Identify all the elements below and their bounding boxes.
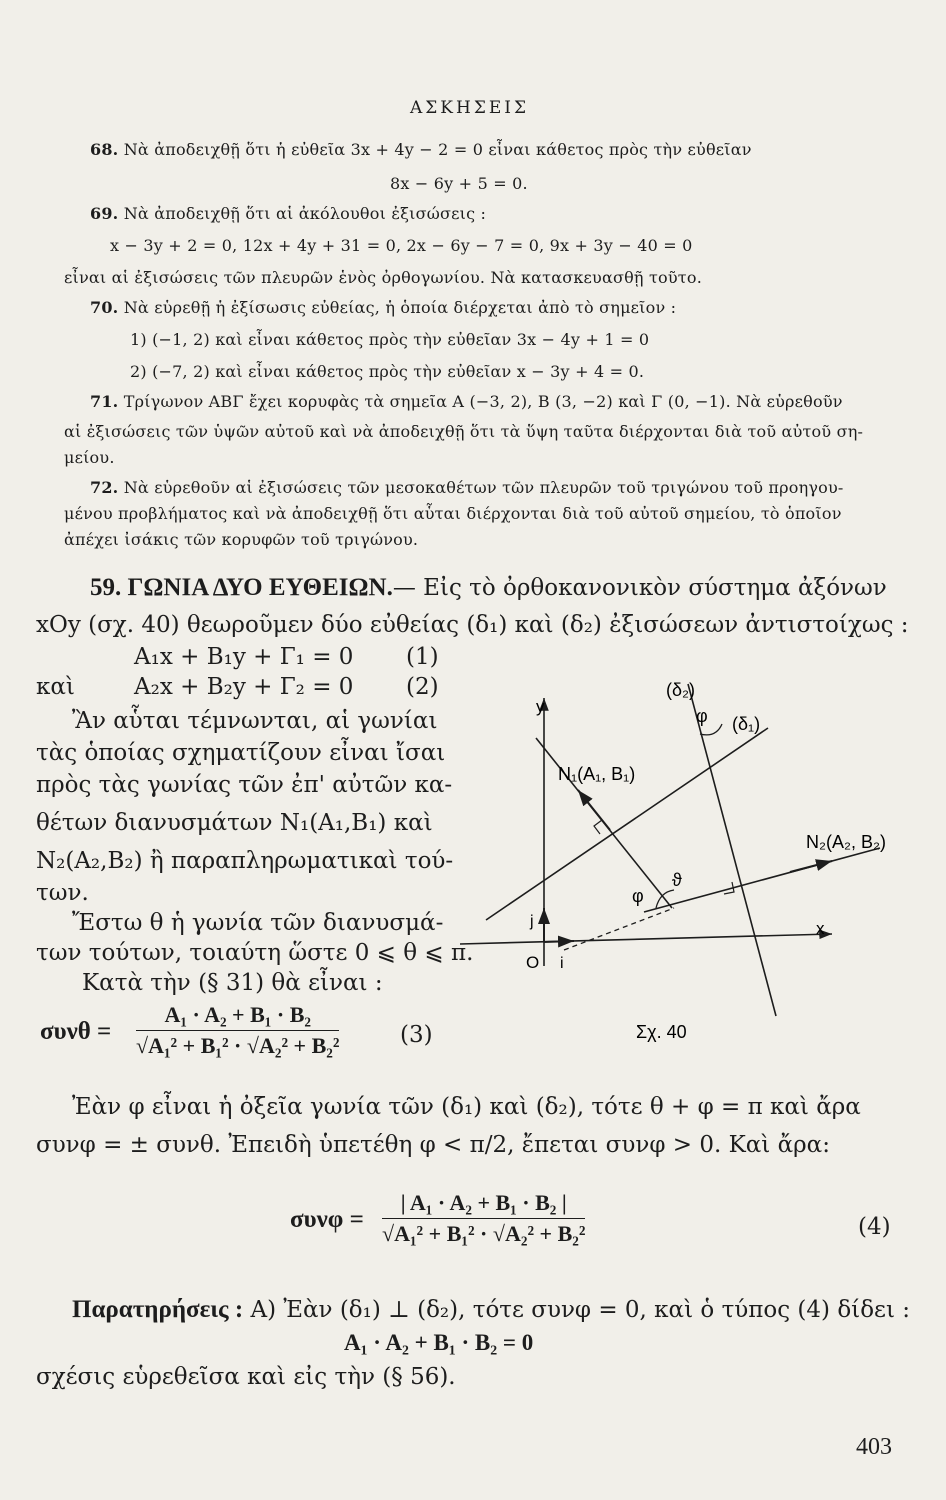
section-title: 59. ΓΩΝΙΑ ΔΥΟ ΕΥΘΕΙΩΝ. xyxy=(90,574,393,601)
para-line: Ἔστω θ ἡ γωνία τῶν διανυσμά- xyxy=(72,910,444,936)
x-label: x xyxy=(816,919,825,938)
formula-4-lhs: συνφ = xyxy=(290,1206,364,1233)
equation-1: A₁x + B₁y + Γ₁ = 0 xyxy=(134,644,354,670)
formula-3-fraction xyxy=(136,1002,339,1059)
section-intro-line2: xOy (σχ. 40) θεωροῦμεν δύο εὐθείας (δ₁) καὶ (δ₂) ἐξισώσεων ἀντιστοίχως : xyxy=(36,612,909,638)
formula-4-denominator: √A₁² + B₁² · √A₂² + B₂² xyxy=(382,1221,586,1246)
formula-3-lhs: συνθ = xyxy=(40,1018,112,1045)
j-label: j xyxy=(530,913,534,930)
n2-arrow xyxy=(790,861,832,872)
formula-3-denominator: √A₁² + B₁² · √A₂² + B₂² xyxy=(136,1033,340,1058)
exercise-text: Νὰ εὑρεθοῦν αἱ ἐξισώσεις τῶν μεσοκαθέτων τῶν πλευρῶν τοῦ τριγώνου τοῦ προηγου- xyxy=(123,478,844,497)
exercise-text: Νὰ ἀποδειχθῇ ὅτι ἡ εὐθεῖα 3x + 4y − 2 = 0 εἶναι κάθετος πρὸς τὴν εὐθεῖαν xyxy=(123,140,752,159)
exercise-72 xyxy=(90,478,844,497)
remarks-line xyxy=(72,1296,910,1324)
phi-top-label: φ xyxy=(696,706,708,726)
para-line: θέτων διανυσμάτων N₁(A₁,B₁) καὶ xyxy=(36,810,433,836)
exercise-number: 71. xyxy=(90,392,119,411)
d1-label: (δ₁) xyxy=(732,714,761,734)
o-label: O xyxy=(526,953,540,972)
remarks-formula: A₁ · A₂ + B₁ · B₂ = 0 xyxy=(344,1330,534,1355)
phi-label: φ xyxy=(632,886,644,906)
exercise-71-line3: μείου. xyxy=(64,448,115,467)
exercise-text: Νὰ ἀποδειχθῇ ὅτι αἱ ἀκόλουθοι ἐξισώσεις : xyxy=(123,204,487,223)
exercise-69-line2: x − 3y + 2 = 0, 12x + 4y + 31 = 0, 2x − 6y − 7 = 0, 9x + 3y − 40 = 0 xyxy=(110,236,693,255)
para-line: Ἂν αὗται τέμνωνται, αἱ γωνίαι xyxy=(72,708,438,734)
exercise-69-line3: εἶναι αἱ ἐξισώσεις τῶν πλευρῶν ἑνὸς ὀρθογωνίου. Νὰ κατασκευασθῇ τοῦτο. xyxy=(64,268,702,287)
exercise-71-line2: αἱ ἐξισώσεις τῶν ὑψῶν αὐτοῦ καὶ νὰ ἀποδειχθῇ ὅτι τὰ ὕψη ταῦτα διέρχονται διὰ τοῦ αὐτοῦ ση- xyxy=(64,422,864,441)
exercise-text: Νὰ εὑρεθῇ ἡ ἐξίσωσις εὐθείας, ἡ ὁποία διέρχεται ἀπὸ τὸ σημεῖον : xyxy=(123,298,677,317)
exercise-text: Τρίγωνον ΑΒΓ ἔχει κορυφὰς τὰ σημεῖα Α (−3, 2), Β (3, −2) καὶ Γ (0, −1). Νὰ εὑρεθοῦν xyxy=(123,392,843,411)
section-intro-tail: — Εἰς τὸ ὀρθοκανονικὸν σύστημα ἀξόνων xyxy=(392,575,887,601)
exercise-68 xyxy=(90,140,752,159)
page-number: 403 xyxy=(856,1434,892,1460)
d2-label: (δ₂) xyxy=(666,680,695,700)
exercise-68-line2: 8x − 6y + 5 = 0. xyxy=(390,174,528,193)
remarks-text: Α) Ἐὰν (δ₁) ⊥ (δ₂), τότε συνφ = 0, καὶ ὁ τύπος (4) δίδει : xyxy=(243,1297,911,1323)
remarks-end: σχέσις εὑρεθεῖσα καὶ εἰς τὴν (§ 56). xyxy=(36,1364,456,1390)
equation-2-number: (2) xyxy=(406,674,439,700)
n2-label: N₂(A₂, B₂) xyxy=(806,832,886,852)
dashed-line xyxy=(564,908,674,950)
formula-4-numerator: | A₁ · A₂ + B₁ · B₂ | xyxy=(382,1190,585,1219)
equation-2: A₂x + B₂y + Γ₂ = 0 xyxy=(134,674,354,700)
exercise-72-line2: μένου προβλήματος καὶ νὰ ἀποδειχθῇ ὅτι αὗται διέρχονται διὰ τοῦ αὐτοῦ σημείου, τὸ ὁποῖον xyxy=(64,504,842,523)
exercise-number: 72. xyxy=(90,478,119,497)
exercise-number: 69. xyxy=(90,204,119,223)
exercises-heading: ΑΣΚΗΣΕΙΣ xyxy=(410,98,529,118)
para-line: N₂(A₂,B₂) ἢ παραπληρωματικαὶ τού- xyxy=(36,848,454,874)
i-vector xyxy=(544,941,574,942)
exercise-number: 70. xyxy=(90,298,119,317)
after-line-1: Ἐὰν φ εἶναι ἡ ὀξεῖα γωνία τῶν (δ₁) καὶ (δ₂), τότε θ + φ = π καὶ ἄρα xyxy=(72,1094,861,1120)
exercise-number: 68. xyxy=(90,140,119,159)
formula-3-tag: (3) xyxy=(400,1022,433,1048)
para-line: των. xyxy=(36,880,89,906)
equation-1-number: (1) xyxy=(406,644,439,670)
y-label: y xyxy=(536,697,545,716)
formula-4-fraction xyxy=(382,1190,585,1247)
figure-caption: Σχ. 40 xyxy=(636,1022,687,1042)
exercise-70 xyxy=(90,298,676,317)
formula-3-numerator: A₁ · A₂ + B₁ · B₂ xyxy=(136,1002,339,1031)
para-line: τὰς ὁποίας σχηματίζουν εἶναι ἴσαι xyxy=(36,740,446,766)
right-angle-mark xyxy=(594,820,602,834)
x-axis xyxy=(460,934,832,944)
exercise-72-line3: ἀπέχει ἰσάκις τῶν κορυφῶν τοῦ τριγώνου. xyxy=(64,530,419,549)
exercise-71 xyxy=(90,392,843,411)
n1-arrow xyxy=(578,790,610,830)
formula-4-tag: (4) xyxy=(858,1214,891,1240)
n1-label: N₁(A₁, B₁) xyxy=(558,764,636,784)
figure-40 xyxy=(460,676,930,1056)
para-line: πρὸς τὰς γωνίας τῶν ἐπ' αὐτῶν κα- xyxy=(36,772,453,798)
para-line: Κατὰ τὴν (§ 31) θὰ εἶναι : xyxy=(82,970,383,996)
exercise-70-line2: 1) (−1, 2) καὶ εἶναι κάθετος πρὸς τὴν εὐθεῖαν 3x − 4y + 1 = 0 xyxy=(130,330,650,349)
after-line-2: συνφ = ± συνθ. Ἐπειδὴ ὑπετέθη φ < π/2, ἔπεται συνφ > 0. Καὶ ἄρα: xyxy=(36,1132,830,1158)
section-intro xyxy=(90,574,887,602)
para-line: των τούτων, τοιαύτη ὥστε 0 ⩽ θ ⩽ π. xyxy=(36,940,474,966)
i-label: i xyxy=(560,955,564,972)
and-word: καὶ xyxy=(36,674,75,700)
remarks-label: Παρατηρήσεις : xyxy=(72,1296,244,1323)
exercise-69 xyxy=(90,204,486,223)
theta-label: ϑ xyxy=(672,870,682,890)
exercise-70-line3: 2) (−7, 2) καὶ εἶναι κάθετος πρὸς τὴν εὐθεῖαν x − 3y + 4 = 0. xyxy=(130,362,645,381)
